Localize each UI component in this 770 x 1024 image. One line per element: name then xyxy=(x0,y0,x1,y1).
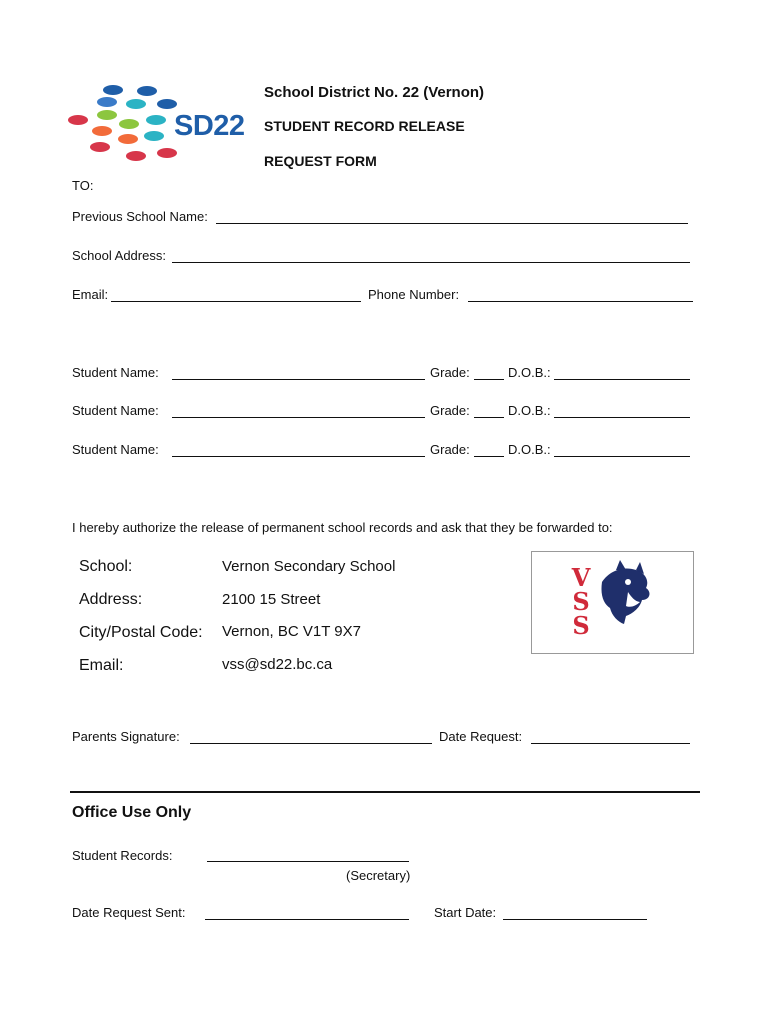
dest-address-label: Address: xyxy=(79,591,143,608)
school-address-field[interactable] xyxy=(172,262,690,263)
student-name-field[interactable] xyxy=(172,379,425,380)
dob-field[interactable] xyxy=(554,417,690,418)
dob-label: D.O.B.: xyxy=(508,365,551,380)
dest-city-label: City/Postal Code: xyxy=(79,624,203,641)
student-name-field[interactable] xyxy=(172,417,425,418)
office-divider xyxy=(70,791,700,793)
form-title-line1: STUDENT RECORD RELEASE xyxy=(264,118,465,134)
grade-field[interactable] xyxy=(474,417,504,418)
student-name-label: Student Name: xyxy=(72,403,159,418)
dest-city-value: Vernon, BC V1T 9X7 xyxy=(222,623,361,640)
student-name-label: Student Name: xyxy=(72,442,159,457)
school-address-label: School Address: xyxy=(72,248,166,263)
dest-email-value: vss@sd22.bc.ca xyxy=(222,656,333,673)
vss-logo xyxy=(531,551,694,654)
grade-label: Grade: xyxy=(430,442,470,457)
dest-address-value: 2100 15 Street xyxy=(222,591,321,608)
date-request-label: Date Request: xyxy=(439,729,523,744)
grade-field[interactable] xyxy=(474,379,504,380)
dob-field[interactable] xyxy=(554,379,690,380)
start-date-field[interactable] xyxy=(503,919,647,920)
email-field[interactable] xyxy=(111,301,361,302)
student-name-label: Student Name: xyxy=(72,365,159,380)
authorization-text: I hereby authorize the release of permanent school records and ask that they be forwarded to: xyxy=(72,520,613,535)
phone-field[interactable] xyxy=(468,301,693,302)
email-label: Email: xyxy=(72,287,109,302)
phone-label: Phone Number: xyxy=(368,287,460,302)
previous-school-label: Previous School Name: xyxy=(72,209,208,224)
dest-school-value: Vernon Secondary School xyxy=(222,558,396,575)
to-label: TO: xyxy=(72,178,94,193)
sd22-logo xyxy=(66,84,246,168)
secretary-label: (Secretary) xyxy=(346,868,411,883)
dob-field[interactable] xyxy=(554,456,690,457)
parents-signature-label: Parents Signature: xyxy=(72,729,180,744)
student-records-label: Student Records: xyxy=(72,848,173,863)
dest-school-label: School: xyxy=(79,558,133,575)
grade-field[interactable] xyxy=(474,456,504,457)
student-name-field[interactable] xyxy=(172,456,425,457)
vss-logo-letters: VSS xyxy=(571,563,591,640)
sd22-logo-text: SD22 xyxy=(174,110,245,142)
secretary-field[interactable] xyxy=(207,861,409,862)
date-request-sent-field[interactable] xyxy=(205,919,409,920)
dob-label: D.O.B.: xyxy=(508,442,551,457)
date-request-sent-label: Date Request Sent: xyxy=(72,905,186,920)
grade-label: Grade: xyxy=(430,365,470,380)
date-request-field[interactable] xyxy=(531,743,690,744)
start-date-label: Start Date: xyxy=(434,905,497,920)
dob-label: D.O.B.: xyxy=(508,403,551,418)
office-title: Office Use Only xyxy=(72,804,192,821)
previous-school-field[interactable] xyxy=(216,223,688,224)
dest-email-label: Email: xyxy=(79,657,124,674)
parents-signature-field[interactable] xyxy=(190,743,432,744)
grade-label: Grade: xyxy=(430,403,470,418)
district-title: School District No. 22 (Vernon) xyxy=(264,84,485,101)
form-title-line2: REQUEST FORM xyxy=(264,153,377,169)
panther-icon xyxy=(532,552,693,653)
